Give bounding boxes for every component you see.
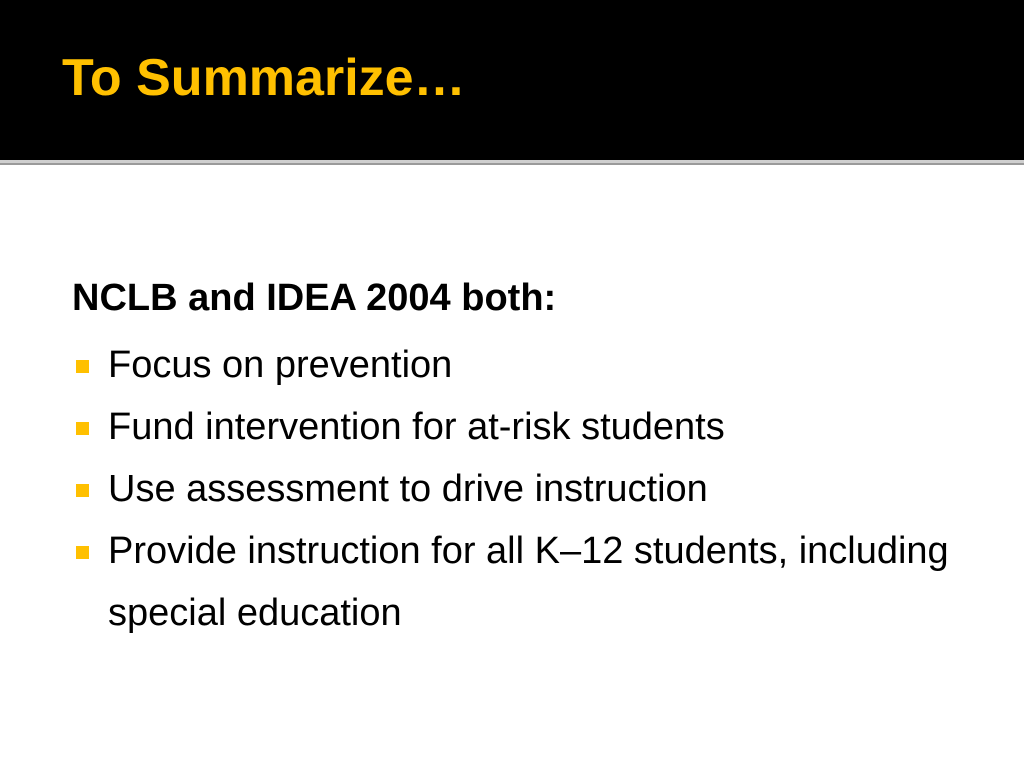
title-divider-shadow bbox=[0, 163, 1024, 165]
square-bullet-icon bbox=[76, 546, 89, 559]
bullet-item bbox=[72, 396, 992, 458]
bullet-item bbox=[72, 334, 992, 396]
slide-title: To Summarize… bbox=[62, 49, 466, 107]
bullet-item bbox=[72, 458, 992, 520]
intro-text: NCLB and IDEA 2004 both: bbox=[72, 277, 557, 319]
slide-content bbox=[72, 272, 992, 644]
bullet-text: Fund intervention for at-risk students bbox=[108, 406, 725, 448]
title-bar bbox=[0, 0, 1024, 160]
bullet-item bbox=[72, 520, 992, 644]
square-bullet-icon bbox=[76, 422, 89, 435]
square-bullet-icon bbox=[76, 360, 89, 373]
bullet-text: Provide instruction for all K–12 students, including special education bbox=[108, 530, 949, 634]
bullet-list bbox=[72, 334, 992, 644]
square-bullet-icon bbox=[76, 484, 89, 497]
bullet-text: Focus on prevention bbox=[108, 344, 453, 386]
bullet-text: Use assessment to drive instruction bbox=[108, 468, 708, 510]
